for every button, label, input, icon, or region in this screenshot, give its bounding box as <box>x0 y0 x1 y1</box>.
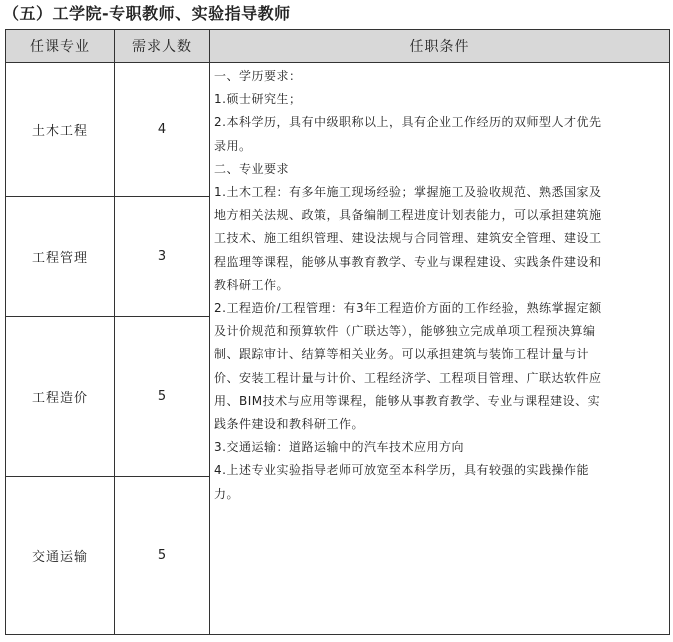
condition-line: 力。 <box>214 486 240 501</box>
condition-line: 教科研工作。 <box>214 277 290 292</box>
major-cell: 工程管理 <box>6 197 115 317</box>
condition-line: 1.硕士研究生； <box>214 92 302 107</box>
condition-line: 一、学历要求： <box>214 69 302 83</box>
condition-line: 2.本科学历，具有中级职称以上，具有企业工作经历的双师型人才优先 <box>214 115 602 130</box>
condition-line: 用、BIM技术与应用等课程，能够从事教育教学、专业与课程建设、实 <box>214 393 601 408</box>
header-count: 需求人数 <box>115 30 210 63</box>
condition-line: 地方相关法规、政策，具备编制工程进度计划表能力，可以承担建筑施 <box>214 208 602 223</box>
major-cell: 工程造价 <box>6 317 115 477</box>
condition-line: 3.交通运输：道路运输中的汽车技术应用方向 <box>214 440 464 455</box>
major-cell: 交通运输 <box>6 477 115 635</box>
condition-line: 录用。 <box>214 138 252 153</box>
count-cell: 4 <box>115 63 210 197</box>
section-heading: （五）工学院-专职教师、实验指导教师 <box>3 4 291 23</box>
condition-line: 2.工程造价/工程管理：有3年工程造价方面的工作经验，熟练掌握定额 <box>214 301 602 316</box>
condition-line: 4.上述专业实验指导老师可放宽至本科学历，具有较强的实践操作能 <box>214 463 589 478</box>
condition-line: 1.土木工程：有多年施工现场经验；掌握施工及验收规范、熟悉国家及 <box>214 185 602 200</box>
count-cell: 3 <box>115 197 210 317</box>
condition-line: 二、专业要求 <box>214 161 290 176</box>
count-cell: 5 <box>115 317 210 477</box>
condition-line: 制、跟踪审计、结算等相关业务。可以承担建筑与装饰工程计量与计 <box>214 347 590 362</box>
condition-line: 价、安装工程计量与计价、工程经济学、工程项目管理、广联达软件应 <box>214 370 602 385</box>
table-row <box>6 63 670 197</box>
conditions-cell <box>210 63 670 635</box>
major-cell: 土木工程 <box>6 63 115 197</box>
condition-line: 及计价规范和预算软件（广联达等），能够独立完成单项工程预决算编 <box>214 324 596 339</box>
table-header-row <box>6 30 670 63</box>
condition-line: 程监理等课程，能够从事教育教学、专业与课程建设、实践条件建设和 <box>214 254 602 269</box>
count-cell: 5 <box>115 477 210 635</box>
requirements-table <box>5 29 670 635</box>
header-major: 任课专业 <box>6 30 115 63</box>
condition-line: 践条件建设和教科研工作。 <box>214 417 365 432</box>
header-conditions: 任职条件 <box>210 30 670 63</box>
condition-line: 工技术、施工组织管理、建设法规与合同管理、建筑安全管理、建设工 <box>214 231 602 246</box>
